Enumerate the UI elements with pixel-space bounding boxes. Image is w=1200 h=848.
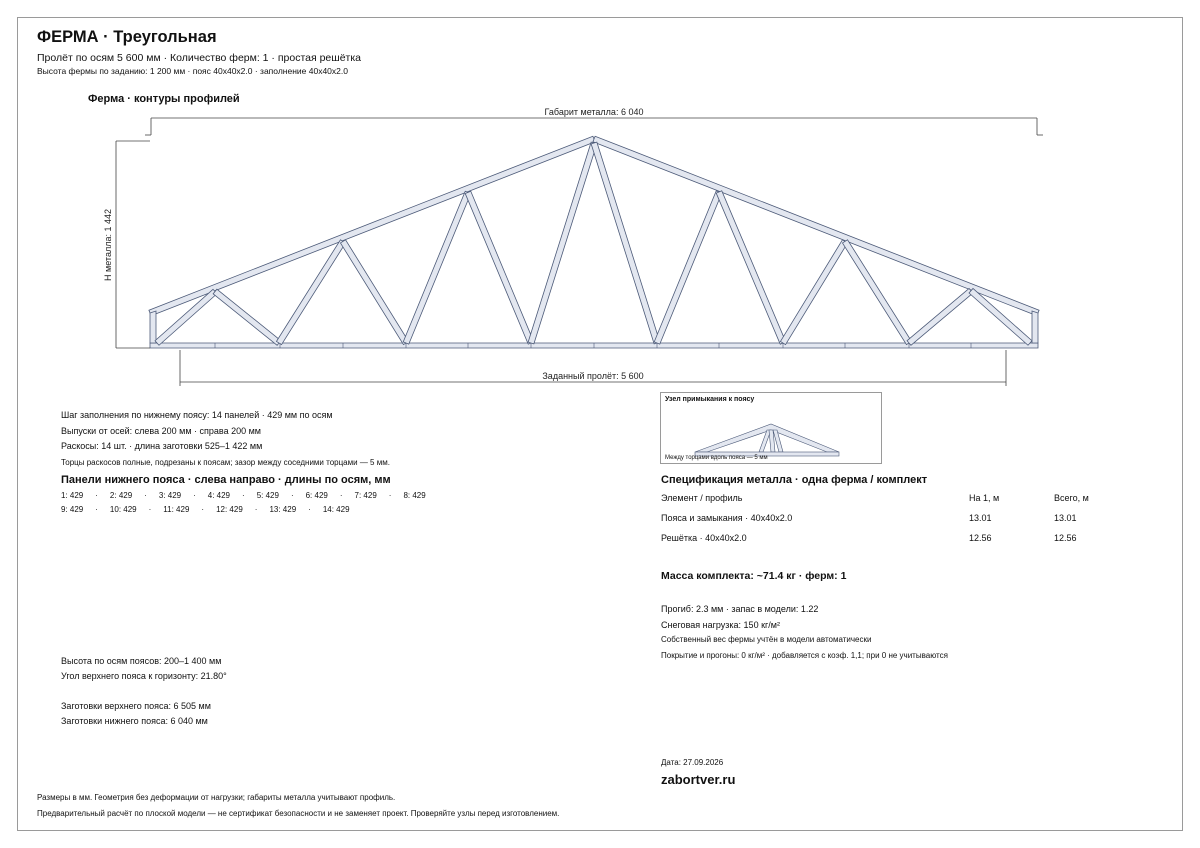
panel-separator: · — [388, 491, 392, 500]
overall-dimension — [145, 118, 1043, 135]
panel-length: 9: 429 — [61, 505, 84, 514]
overall-dim-label: Габарит металла: 6 040 — [544, 107, 644, 117]
web-brace — [528, 142, 597, 344]
end-post-left — [150, 311, 156, 343]
header-span-info: Пролёт по осям 5 600 мм · Количество ферм: 1 · простая решётка — [37, 52, 362, 64]
spec-row-chords-name: Пояса и замыкания · 40x40x2.0 — [661, 513, 793, 523]
panel-separator: · — [308, 505, 311, 514]
footer-note-dimensions: Размеры в мм. Геометрия без деформации от нагрузки; габариты металла учитывают профиль. — [37, 793, 396, 802]
snow-load-text: Снеговая нагрузка: 150 кг/м² — [661, 620, 780, 630]
spec-header-total: Всего, м — [1054, 493, 1089, 503]
brand-logo-text: zabortver.ru — [661, 772, 736, 787]
end-post-right — [1032, 311, 1038, 343]
panel-separator: · — [242, 491, 245, 500]
span-dim-label: Заданный пролёт: 5 600 — [542, 371, 644, 381]
node-detail-inset — [660, 392, 882, 464]
top-blanks-text: Заготовки верхнего пояса: 6 505 мм — [61, 701, 211, 711]
spec-row-chords-total: 13.01 — [1054, 513, 1077, 523]
spec-header-per-one: На 1, м — [969, 493, 1000, 503]
panel-separator: · — [193, 491, 196, 500]
spec-header-element: Элемент / профиль — [661, 493, 743, 503]
panel-length: 14: 429 — [322, 505, 350, 514]
web-brace — [780, 240, 847, 345]
panel-length: 2: 429 — [109, 491, 133, 500]
panel-length: 10: 429 — [109, 505, 137, 514]
spec-title: Спецификация металла · одна ферма / комплект — [661, 474, 928, 486]
spec-row-web-total: 12.56 — [1054, 533, 1077, 543]
roof-load-note: Покрытие и прогоны: 0 кг/м² · добавляется с коэф. 1,1; при 0 не учитываются — [661, 651, 948, 660]
panel-separator: · — [144, 491, 147, 500]
spec-row-web-per-one: 12.56 — [969, 533, 992, 543]
inset-caption: Между торцами вдоль пояса — 5 мм — [665, 455, 768, 461]
footer-note-disclaimer: Предварительный расчёт по плоской модели — не сертификат безопасности и не заменяет проект. Проверяйте узлы перед изготовлением. — [37, 809, 560, 818]
truss-drawing — [0, 0, 1200, 400]
header-height-info: Высота фермы по заданию: 1 200 мм · пояс 40x40x2.0 · заполнение 40x40x2.0 — [37, 66, 348, 76]
panel-separator: · — [254, 505, 258, 514]
ends-note: Торцы раскосов полные, подрезаны к поясам; зазор между соседними торцами — 5 мм. — [61, 458, 390, 467]
web-brace — [654, 191, 722, 344]
spec-row-web-name: Решётка · 40x40x2.0 — [661, 533, 747, 543]
panel-length: 8: 429 — [403, 491, 426, 500]
date-text: Дата: 27.09.2026 — [661, 758, 724, 767]
spec-row-chords-per-one: 13.01 — [969, 513, 992, 523]
web-brace — [591, 142, 660, 344]
node-detail-drawing — [661, 393, 881, 463]
panel-separator: · — [290, 491, 294, 500]
web-brace — [213, 289, 281, 345]
panel-length: 6: 429 — [305, 491, 328, 500]
panel-separator: · — [339, 491, 343, 500]
self-weight-note: Собственный вес фермы учтён в модели автоматически — [661, 635, 872, 644]
deflection-text: Прогиб: 2.3 мм · запас в модели: 1.22 — [661, 604, 819, 614]
panels-row-2 — [61, 505, 350, 514]
web-brace — [842, 240, 911, 345]
outlets-text: Выпуски от осей: слева 200 мм · справа 200 мм — [61, 426, 261, 436]
web-brace — [907, 288, 973, 345]
panel-separator: · — [201, 505, 205, 514]
braces-text: Раскосы: 14 шт. · длина заготовки 525–1 422 мм — [61, 441, 263, 451]
panel-separator: · — [148, 505, 152, 514]
panel-separator: · — [95, 491, 98, 500]
panel-length: 13: 429 — [269, 505, 297, 514]
inset-title: Узел примыкания к поясу — [665, 396, 755, 403]
panel-length: 3: 429 — [158, 491, 182, 500]
panel-length: 1: 429 — [61, 491, 84, 500]
panel-length: 7: 429 — [354, 491, 377, 500]
panels-title: Панели нижнего пояса · слева направо · длины по осям, мм — [61, 474, 391, 486]
panel-separator: · — [95, 505, 98, 514]
panel-length: 5: 429 — [256, 491, 279, 500]
panels-row-1 — [61, 491, 426, 500]
truss-members — [149, 136, 1039, 348]
web-brace — [340, 240, 408, 345]
page-title: ФЕРМА · Треугольная — [37, 28, 217, 46]
fill-step-text: Шаг заполнения по нижнему поясу: 14 панелей · 429 мм по осям — [61, 410, 333, 420]
web-brace — [403, 191, 471, 344]
web-brace — [276, 240, 345, 345]
panel-length: 11: 429 — [163, 505, 190, 514]
height-dim-label: Н металла: 1 442 — [103, 209, 113, 281]
drawing-section-title: Ферма · контуры профилей — [88, 93, 240, 105]
panel-length: 12: 429 — [216, 505, 243, 514]
bottom-blanks-text: Заготовки нижнего пояса: 6 040 мм — [61, 716, 208, 726]
web-brace — [716, 191, 786, 344]
chord-heights-text: Высота по осям поясов: 200–1 400 мм — [61, 656, 222, 666]
height-dimension — [116, 141, 150, 348]
top-chord-angle-text: Угол верхнего пояса к горизонту: 21.80° — [61, 671, 227, 681]
panel-length: 4: 429 — [207, 491, 231, 500]
kit-mass: Масса комплекта: ~71.4 кг · ферм: 1 — [661, 570, 847, 582]
web-brace — [465, 191, 534, 344]
